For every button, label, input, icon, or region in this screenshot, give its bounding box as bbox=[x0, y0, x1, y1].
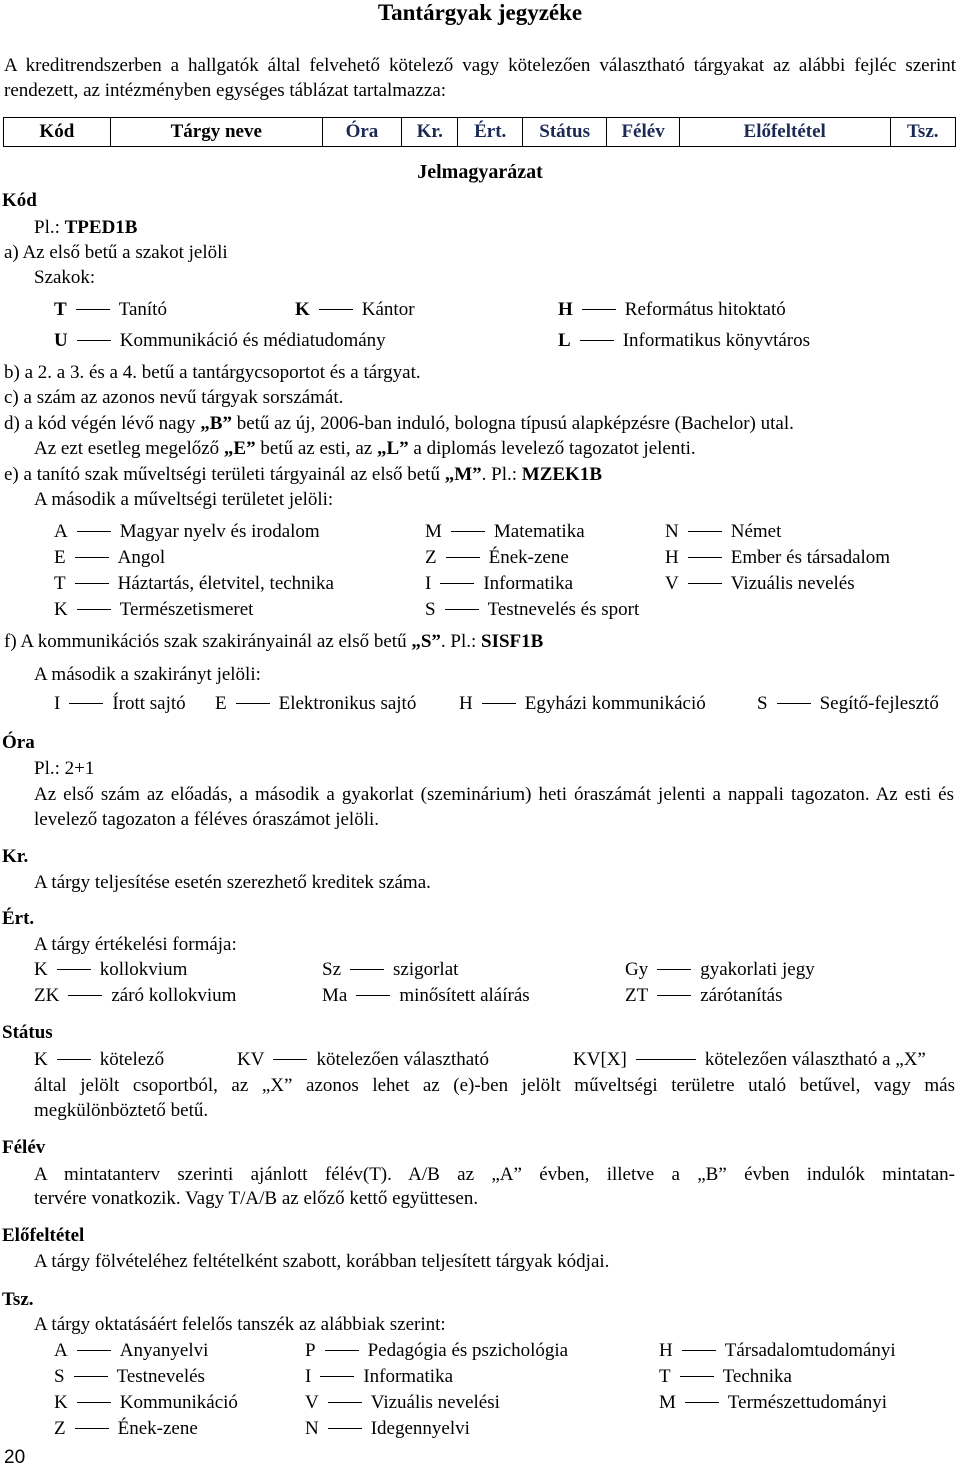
header-cell-kod: Kód bbox=[4, 118, 111, 147]
name: zárótanítás bbox=[700, 985, 783, 1006]
szak-name: Informatikus könyvtáros bbox=[622, 330, 811, 351]
name: Természettudományi bbox=[727, 1392, 887, 1413]
muveltsegi-entry bbox=[665, 520, 781, 544]
header-cell-tsz: Tsz. bbox=[890, 118, 955, 147]
szak-code: H bbox=[558, 299, 573, 320]
code: H bbox=[659, 1340, 673, 1361]
name: Egyházi kommunikáció bbox=[524, 693, 706, 714]
tsz-entry bbox=[659, 1339, 896, 1363]
tsz-entry bbox=[305, 1339, 568, 1363]
tsz-entry bbox=[659, 1365, 792, 1389]
code: I bbox=[54, 693, 61, 714]
name: Vizuális nevelési bbox=[370, 1392, 500, 1413]
code: Sz bbox=[322, 959, 341, 980]
szak-entry bbox=[54, 329, 386, 353]
name: Társadalomtudományi bbox=[724, 1340, 896, 1361]
muveltsegi-entry bbox=[54, 598, 253, 622]
name: Elektronikus sajtó bbox=[278, 693, 417, 714]
code: I bbox=[425, 573, 432, 594]
ora-example: Pl.: 2+1 bbox=[34, 758, 95, 779]
name: Természetismeret bbox=[119, 599, 254, 620]
header-cell-felev: Félév bbox=[607, 118, 679, 147]
code: M bbox=[659, 1392, 676, 1413]
code: E bbox=[54, 547, 66, 568]
name: szigorlat bbox=[393, 959, 459, 980]
kod-example-prefix: Pl.: bbox=[34, 217, 65, 238]
szak-code: T bbox=[54, 299, 67, 320]
kod-item-e-continued: A második a műveltségi területet jelöli: bbox=[34, 489, 334, 510]
code: ZT bbox=[625, 985, 649, 1006]
kod-item-e bbox=[4, 463, 602, 487]
code: A bbox=[54, 1340, 68, 1361]
muveltsegi-entry bbox=[425, 598, 639, 622]
code: P bbox=[305, 1340, 316, 1361]
highlight-letter: „S” bbox=[411, 631, 441, 652]
section-heading-ora: Óra bbox=[2, 732, 35, 753]
szak-name: Kántor bbox=[361, 299, 415, 320]
szak-code: L bbox=[558, 330, 571, 351]
kod-example bbox=[34, 216, 137, 240]
code: ZK bbox=[34, 985, 60, 1006]
kod-item-d-continued bbox=[34, 437, 696, 461]
ert-entry bbox=[625, 984, 783, 1008]
kod-item-f bbox=[4, 630, 543, 654]
code: V bbox=[665, 573, 679, 594]
tsz-entry bbox=[54, 1365, 205, 1389]
name: gyakorlati jegy bbox=[700, 959, 815, 980]
code: N bbox=[665, 521, 679, 542]
highlight-letter: „B” bbox=[200, 413, 232, 434]
text-span: Az ezt esetleg megelőző bbox=[34, 438, 224, 459]
muveltsegi-entry bbox=[665, 546, 890, 570]
section-heading-felev: Félév bbox=[2, 1137, 46, 1158]
code: KV[X] bbox=[573, 1049, 627, 1070]
kod-item-d bbox=[4, 412, 794, 436]
name: Testnevelés és sport bbox=[487, 599, 640, 620]
tsz-entry bbox=[659, 1391, 887, 1415]
kr-description: A tárgy teljesítése esetén szerezhető kreditek száma. bbox=[34, 872, 431, 893]
section-heading-tsz: Tsz. bbox=[2, 1289, 34, 1310]
name: Pedagógia és pszichológia bbox=[367, 1340, 569, 1361]
highlight-letter: „M” bbox=[444, 464, 482, 485]
kod-item-c: c) a szám az azonos nevű tárgyak sorszámát. bbox=[4, 387, 344, 408]
ert-description: A tárgy értékelési formája: bbox=[34, 934, 237, 955]
tsz-entry bbox=[305, 1365, 453, 1389]
code: E bbox=[215, 693, 227, 714]
ert-entry bbox=[34, 958, 187, 982]
section-heading-kod: Kód bbox=[2, 190, 37, 211]
header-cell-ert: Ért. bbox=[458, 118, 522, 147]
szak-name: Kommunikáció és médiatudomány bbox=[119, 330, 386, 351]
szakirany-entry bbox=[54, 692, 186, 716]
szakirany-entry bbox=[757, 692, 939, 716]
muveltsegi-entry bbox=[425, 572, 573, 596]
code: A bbox=[54, 521, 68, 542]
intro-paragraph: A kreditrendszerben a hallgatók által felvehető kötelező vagy kötelezően választható tárgyakat az alábbi fejléc szerint rendezett, az intézményben egységes táblázat tartalmazza: bbox=[4, 55, 956, 101]
kod-example-code: TPED1B bbox=[64, 217, 138, 238]
section-heading-ert: Ért. bbox=[2, 908, 35, 929]
text-span: . Pl.: bbox=[440, 631, 482, 652]
name: kötelezően választható a „X” bbox=[704, 1049, 926, 1070]
ora-description: Az első szám az előadás, a második a gyakorlat (szeminárium) heti óraszámát jelenti a nappali tagozaton. Az esti és levelező tagozaton a féléves óraszámot jelöli. bbox=[34, 784, 954, 830]
text-span: betű az esti, az bbox=[255, 438, 377, 459]
szak-entry bbox=[54, 298, 167, 322]
name: Matematika bbox=[493, 521, 585, 542]
header-cell-ora: Óra bbox=[322, 118, 401, 147]
header-cell-status: Státus bbox=[522, 118, 606, 147]
code: KV bbox=[237, 1049, 265, 1070]
code: V bbox=[305, 1392, 319, 1413]
code: H bbox=[665, 547, 679, 568]
status-entry bbox=[34, 1048, 164, 1072]
name: Anyanyelvi bbox=[119, 1340, 209, 1361]
section-heading-status: Státus bbox=[2, 1022, 53, 1043]
ert-entry bbox=[34, 984, 236, 1008]
text-span: betű az új, 2006-ban induló, bologna típusú alapképzésre (Bachelor) utal. bbox=[231, 413, 794, 434]
code: H bbox=[459, 693, 473, 714]
szak-entry bbox=[295, 298, 415, 322]
felev-description-line2: tervére vonatkozik. Vagy T/A/B az előző kettő együttesen. bbox=[34, 1188, 479, 1209]
tsz-entry bbox=[305, 1417, 470, 1441]
szak-name: Tanító bbox=[118, 299, 167, 320]
code: Z bbox=[425, 547, 437, 568]
code: K bbox=[34, 1049, 48, 1070]
status-entry bbox=[573, 1048, 926, 1072]
name: kötelező bbox=[99, 1049, 165, 1070]
szak-code: U bbox=[54, 330, 68, 351]
example-code: SISF1B bbox=[481, 631, 544, 652]
name: Testnevelés bbox=[116, 1366, 205, 1387]
muveltsegi-entry bbox=[54, 546, 165, 570]
code: N bbox=[305, 1418, 319, 1439]
text-span: a diplomás levelező tagozatot jelenti. bbox=[408, 438, 696, 459]
header-cell-kr: Kr. bbox=[402, 118, 458, 147]
kod-item-f-continued: A második a szakirányt jelöli: bbox=[34, 664, 261, 685]
name: Informatika bbox=[363, 1366, 454, 1387]
name: Magyar nyelv és irodalom bbox=[119, 521, 320, 542]
code: I bbox=[305, 1366, 312, 1387]
name: Ének-zene bbox=[117, 1418, 198, 1439]
text-span: . Pl.: bbox=[481, 464, 522, 485]
szakirany-entry bbox=[459, 692, 706, 716]
szak-entry bbox=[558, 329, 810, 353]
page-number: 20 bbox=[4, 1447, 26, 1468]
name: Háztartás, életvitel, technika bbox=[117, 573, 334, 594]
name: kötelezően választható bbox=[316, 1049, 489, 1070]
text-span: d) a kód végén lévő nagy bbox=[4, 413, 201, 434]
name: záró kollokvium bbox=[111, 985, 237, 1006]
header-cell-targy-neve: Tárgy neve bbox=[110, 118, 322, 147]
section-heading-elofeltetel: Előfeltétel bbox=[2, 1225, 85, 1246]
ert-entry bbox=[625, 958, 815, 982]
name: Idegennyelvi bbox=[370, 1418, 470, 1439]
szak-entry bbox=[558, 298, 786, 322]
tsz-description: A tárgy oktatásáért felelős tanszék az alábbiak szerint: bbox=[34, 1314, 446, 1335]
name: Informatika bbox=[483, 573, 574, 594]
muveltsegi-entry bbox=[425, 546, 569, 570]
muveltsegi-entry bbox=[54, 572, 334, 596]
muveltsegi-entry bbox=[665, 572, 855, 596]
page-title: Tantárgyak jegyzéke bbox=[377, 0, 583, 25]
name: kollokvium bbox=[99, 959, 188, 980]
name: Német bbox=[730, 521, 782, 542]
code: K bbox=[34, 959, 48, 980]
tsz-entry bbox=[54, 1391, 238, 1415]
felev-description-line1: A mintatanterv szerinti ajánlott félév(T). A/B az „A” évben, illetve a „B” évben indulók mintatan- bbox=[34, 1164, 955, 1185]
code: T bbox=[54, 573, 66, 594]
example-code: MZEK1B bbox=[521, 464, 603, 485]
tsz-entry bbox=[54, 1417, 198, 1441]
elofeltetel-description: A tárgy fölvételéhez feltételként szabott, korábban teljesített tárgyak kódjai. bbox=[34, 1251, 610, 1272]
name: Ének-zene bbox=[488, 547, 569, 568]
tsz-entry bbox=[54, 1339, 208, 1363]
highlight-letter: „L” bbox=[376, 438, 409, 459]
kod-item-a: a) Az első betű a szakot jelöli bbox=[4, 242, 228, 263]
muveltsegi-entry bbox=[425, 520, 585, 544]
highlight-letter: „E” bbox=[223, 438, 256, 459]
szakirany-entry bbox=[215, 692, 416, 716]
code: Ma bbox=[322, 985, 348, 1006]
header-cell-elofeltetel: Előfeltétel bbox=[679, 118, 890, 147]
name: Segítő-fejlesztő bbox=[819, 693, 939, 714]
name: Technika bbox=[722, 1366, 792, 1387]
code: K bbox=[54, 599, 68, 620]
tsz-entry bbox=[305, 1391, 500, 1415]
name: Kommunikáció bbox=[119, 1392, 238, 1413]
muveltsegi-entry bbox=[54, 520, 320, 544]
text-span: e) a tanító szak műveltségi területi tárgyainál az első betű bbox=[4, 464, 445, 485]
code: T bbox=[659, 1366, 671, 1387]
name: Angol bbox=[117, 547, 166, 568]
text-span: f) A kommunikációs szak szakirányainál az első betű bbox=[4, 631, 412, 652]
legend-title: Jelmagyarázat bbox=[417, 161, 543, 183]
code: K bbox=[54, 1392, 68, 1413]
code: S bbox=[757, 693, 768, 714]
name: Írott sajtó bbox=[112, 693, 186, 714]
code: Z bbox=[54, 1418, 66, 1439]
code: S bbox=[54, 1366, 65, 1387]
code: S bbox=[425, 599, 436, 620]
column-header-table bbox=[3, 117, 956, 147]
status-entry bbox=[237, 1048, 489, 1072]
name: Ember és társadalom bbox=[730, 547, 891, 568]
code: M bbox=[425, 521, 442, 542]
name: minősített aláírás bbox=[399, 985, 530, 1006]
name: Vizuális nevelés bbox=[730, 573, 855, 594]
szak-code: K bbox=[295, 299, 310, 320]
ert-entry bbox=[322, 984, 530, 1008]
code: Gy bbox=[625, 959, 649, 980]
section-heading-kr: Kr. bbox=[2, 846, 29, 867]
status-description: által jelölt csoportból, az „X” azonos lehet az (e)-ben jelölt műveltségi területre utaló betűvel, vagy más megkülönböztető betű. bbox=[34, 1075, 955, 1121]
ert-entry bbox=[322, 958, 458, 982]
szakok-label: Szakok: bbox=[34, 267, 96, 288]
kod-item-b: b) a 2. a 3. és a 4. betű a tantárgycsoportot és a tárgyat. bbox=[4, 362, 421, 383]
szak-name: Református hitoktató bbox=[624, 299, 786, 320]
